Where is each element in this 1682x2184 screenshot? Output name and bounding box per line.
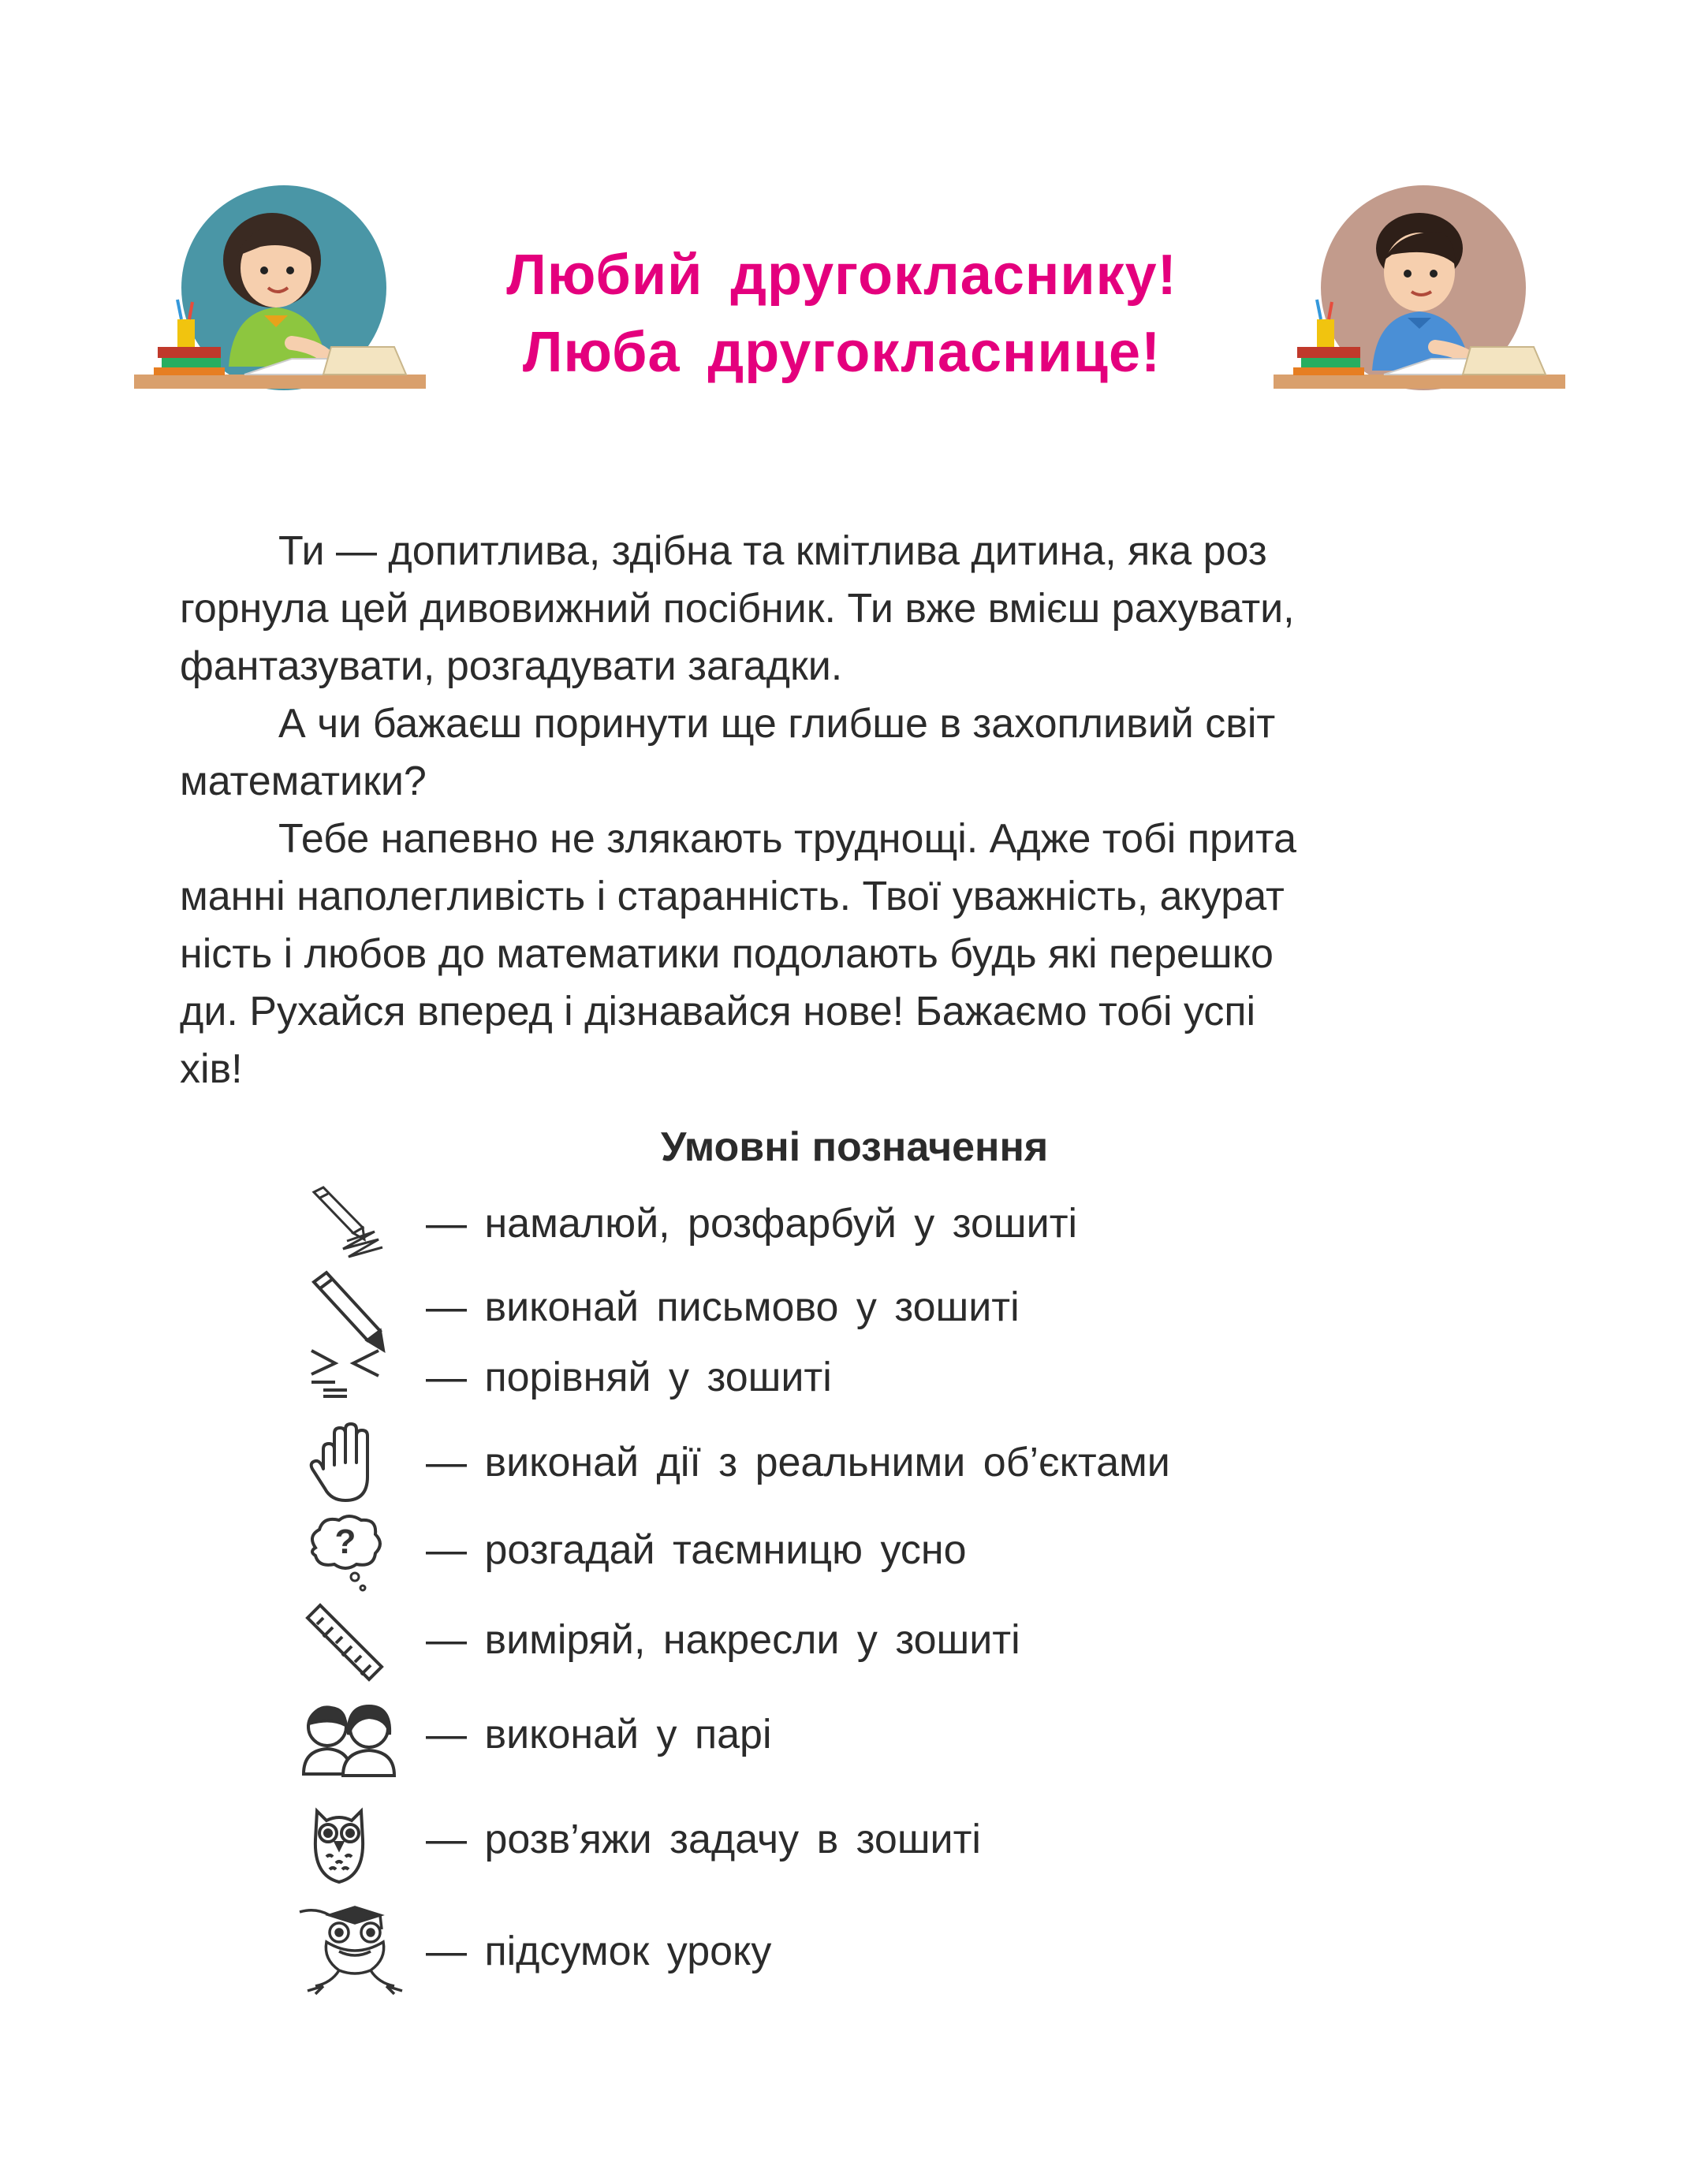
frog-graduate-icon bbox=[292, 1904, 410, 1999]
svg-text:?: ? bbox=[334, 1522, 356, 1561]
boy-studying-illustration bbox=[1274, 185, 1565, 414]
pencil-icon bbox=[300, 1268, 402, 1355]
legend-text: — підсумок уроку bbox=[426, 1929, 772, 1974]
intro-line: А чи бажаєш поринути ще глибше в захопливий світ bbox=[278, 701, 1276, 747]
legend-title: Умовні позначення bbox=[661, 1124, 1049, 1170]
legend-text: — порівняй у зошиті bbox=[426, 1355, 832, 1400]
legend-item bbox=[300, 1695, 1404, 1782]
page-header bbox=[0, 0, 1682, 442]
legend-item bbox=[300, 1904, 1404, 1991]
pair-icon bbox=[300, 1695, 402, 1782]
intro-line: математики? bbox=[180, 758, 427, 804]
legend-text: — намалюй, розфарбуй у зошиті bbox=[426, 1201, 1078, 1247]
legend-item bbox=[300, 1184, 1404, 1271]
owl-icon bbox=[300, 1800, 402, 1887]
page-title bbox=[418, 237, 1266, 391]
legend-item bbox=[300, 1512, 1404, 1599]
girl-studying-illustration bbox=[134, 185, 426, 414]
ruler-icon bbox=[300, 1601, 402, 1687]
legend-item bbox=[300, 1344, 1404, 1431]
legend-text: — розв’яжи задачу в зошиті bbox=[426, 1817, 981, 1862]
intro-line: горнула цей дивовижний посібник. Ти вже вмієш рахувати, bbox=[180, 586, 1295, 632]
intro-line: ди. Рухайся вперед і дізнавайся нове! Бажаємо тобі успі bbox=[180, 989, 1256, 1034]
legend-item bbox=[300, 1601, 1404, 1687]
intro-line: манні наполегливість і старанність. Твої уважність, акурат bbox=[180, 874, 1285, 919]
hand-icon bbox=[300, 1422, 402, 1508]
intro-line: хів! bbox=[180, 1046, 243, 1092]
legend-item bbox=[300, 1422, 1404, 1508]
legend-text: — виміряй, накресли у зошиті bbox=[426, 1617, 1020, 1663]
question-cloud-icon bbox=[300, 1512, 402, 1599]
legend-text: — виконай письмово у зошиті bbox=[426, 1284, 1020, 1330]
title-line-1: Любий другокласнику! bbox=[506, 244, 1177, 307]
legend-text: — виконай у парі bbox=[426, 1712, 772, 1757]
intro-text bbox=[180, 523, 1520, 1098]
intro-line: Тебе напевно не злякають труднощі. Адже тобі прита bbox=[278, 816, 1297, 862]
intro-line: фантазувати, розгадувати загадки. bbox=[180, 643, 843, 689]
intro-line: ність і любов до математики подолають будь які перешко bbox=[180, 931, 1274, 977]
legend-item bbox=[300, 1268, 1404, 1355]
title-line-2: Люба другокласнице! bbox=[522, 321, 1162, 384]
intro-line: Ти — допитлива, здібна та кмітлива дитина, яка роз bbox=[278, 528, 1267, 574]
legend-text: — розгадай таємницю усно bbox=[426, 1527, 967, 1573]
legend-item bbox=[300, 1800, 1404, 1887]
compare-signs-icon bbox=[300, 1344, 402, 1431]
pencil-scribble-icon bbox=[300, 1184, 402, 1271]
legend-text: — виконай дії з реальними об’єктами bbox=[426, 1440, 1170, 1485]
